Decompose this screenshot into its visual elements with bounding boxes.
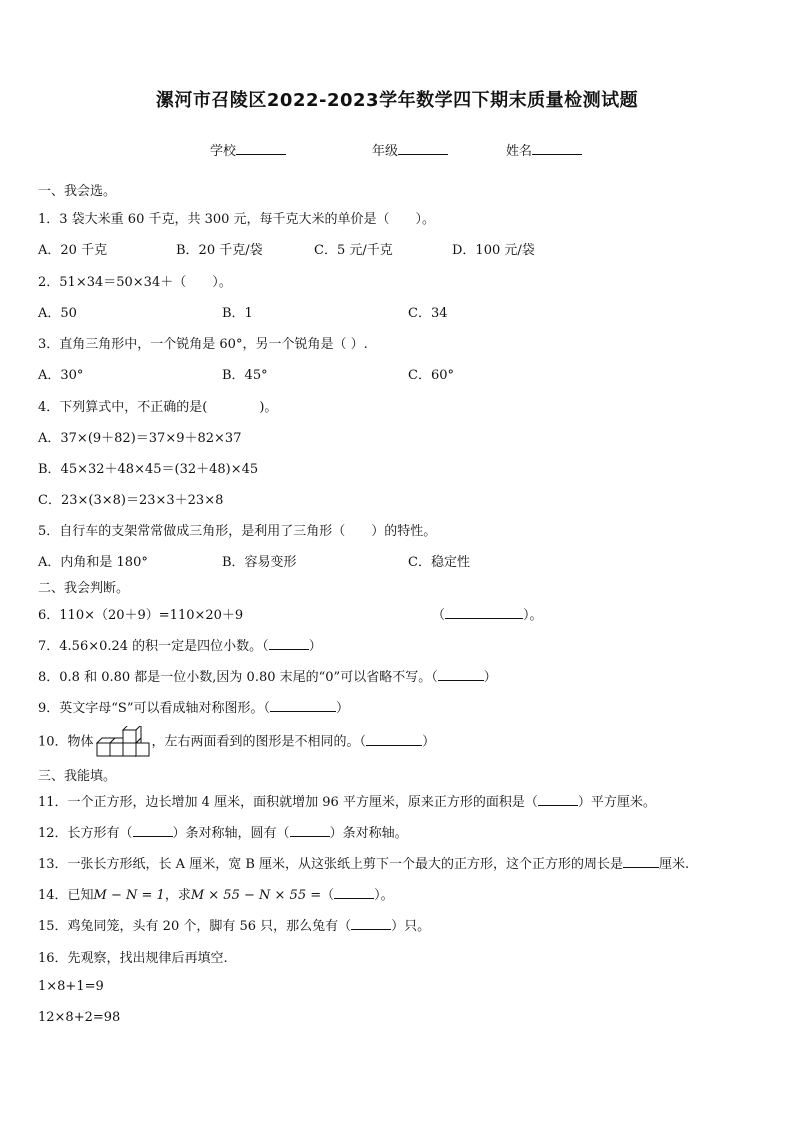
- question-14: [38, 884, 394, 903]
- question-8-blank[interactable]: [438, 668, 484, 681]
- section-heading-3: 三、我能填。: [38, 769, 117, 784]
- grade-field[interactable]: [372, 140, 448, 159]
- question-10-end: ）: [422, 734, 436, 750]
- section-heading-1: 一、我会选。: [38, 184, 117, 199]
- question-3-option-b[interactable]: B．45°: [222, 368, 268, 383]
- question-7-blank[interactable]: [269, 637, 309, 650]
- question-2-option-c[interactable]: C．34: [408, 306, 448, 321]
- question-4-option-a[interactable]: A．37×(9＋82)＝37×9＋82×37: [38, 431, 242, 446]
- school-label: 学校: [210, 144, 237, 159]
- question-12-pre: 12．长方形有（: [38, 826, 133, 841]
- question-10-pre: 10．物体: [38, 734, 94, 750]
- question-12-post: ）条对称轴。: [329, 826, 408, 841]
- question-10: [38, 726, 435, 758]
- question-16-line-1: 1×8+1=9: [38, 979, 104, 994]
- question-5-stem: 5．自行车的支架常常做成三角形，是利用了三角形（ ）的特性。: [38, 524, 437, 539]
- question-14-condition: M − N = 1: [93, 888, 165, 903]
- question-9-stem: 9．英文字母“S”可以看成轴对称图形。（: [38, 701, 270, 716]
- question-10-blank[interactable]: [366, 733, 422, 746]
- question-8-stem: 8．0.8 和 0.80 都是一位小数,因为 0.80 末尾的“0”可以省略不写。（: [38, 670, 438, 685]
- question-7-end: ）: [308, 639, 322, 654]
- question-1-option-c[interactable]: C．5 元/千克: [314, 243, 393, 258]
- question-9-blank[interactable]: [270, 699, 336, 712]
- name-field[interactable]: [506, 140, 582, 159]
- question-6-answer: [432, 604, 543, 623]
- question-4-option-c[interactable]: C．23×(3×8)＝23×3＋23×8: [38, 493, 224, 508]
- name-label: 姓名: [506, 144, 533, 159]
- question-8: [38, 666, 497, 685]
- question-7: [38, 635, 322, 654]
- question-2-option-a[interactable]: A．50: [38, 306, 77, 321]
- question-5-option-c[interactable]: C．稳定性: [408, 555, 470, 570]
- question-11-post: ）平方厘米。: [577, 795, 656, 810]
- question-14-mid: ，求: [164, 888, 191, 903]
- question-15-pre: 15．鸡兔同笼，头有 20 个，脚有 56 只，那么兔有（: [38, 919, 352, 934]
- question-12-mid: ）条对称轴，圆有（: [172, 826, 290, 841]
- page-title: 漯河市召陵区2022-2023学年数学四下期末质量检测试题: [155, 90, 639, 111]
- school-field[interactable]: [210, 140, 286, 159]
- question-6-stem: 6．110×（20＋9）=110×20＋9: [38, 608, 244, 623]
- name-blank[interactable]: [532, 142, 582, 155]
- question-11: [38, 791, 656, 810]
- question-4-stem: 4．下列算式中，不正确的是( )。: [38, 400, 278, 415]
- question-9-end: ）: [335, 701, 349, 716]
- question-1-option-d[interactable]: D．100 元/袋: [452, 243, 535, 258]
- cube-object-figure: [96, 726, 150, 758]
- section-heading-2: 二、我会判断。: [38, 581, 130, 596]
- question-13-pre: 13．一张长方形纸，长 A 厘米，宽 B 厘米，从这张纸上剪下一个最大的正方形，这个正方形的周长是: [38, 857, 624, 872]
- question-14-expression: M × 55 − N × 55 =: [190, 888, 322, 903]
- grade-blank[interactable]: [398, 142, 448, 155]
- question-10-post: ，左右两面看到的图形是不相同的。（: [151, 734, 367, 750]
- question-16-stem: 16．先观察，找出规律后再填空.: [38, 951, 228, 966]
- question-11-blank[interactable]: [538, 793, 578, 806]
- question-9: [38, 697, 349, 716]
- question-1-option-a[interactable]: A．20 千克: [38, 243, 108, 258]
- question-5-option-b[interactable]: B．容易变形: [222, 555, 297, 570]
- question-6-paren-close: ）。: [523, 608, 543, 623]
- question-13-post: 厘米.: [659, 857, 690, 872]
- question-14-pre: 14．已知: [38, 888, 94, 903]
- question-2-stem: 2．51×34＝50×34＋（ ）。: [38, 275, 232, 290]
- question-1-option-b[interactable]: B．20 千克/袋: [176, 243, 263, 258]
- question-3-stem: 3．直角三角形中，一个锐角是 60°，另一个锐角是（ ）.: [38, 337, 368, 352]
- question-3-option-a[interactable]: A．30°: [38, 368, 84, 383]
- question-7-stem: 7．4.56×0.24 的积一定是四位小数。（: [38, 639, 269, 654]
- question-6-blank[interactable]: [445, 606, 523, 619]
- school-blank[interactable]: [236, 142, 286, 155]
- question-13: [38, 853, 689, 872]
- question-12: [38, 822, 408, 841]
- question-15-blank[interactable]: [351, 917, 391, 930]
- grade-label: 年级: [372, 144, 399, 159]
- question-16-line-2: 12×8+2=98: [38, 1010, 121, 1025]
- question-4-option-b[interactable]: B．45×32＋48×45＝(32＋48)×45: [38, 462, 259, 477]
- question-14-post: ）。: [374, 888, 394, 903]
- question-12-blank-2[interactable]: [290, 824, 330, 837]
- question-3-option-c[interactable]: C．60°: [408, 368, 454, 383]
- question-14-blank[interactable]: [334, 886, 374, 899]
- question-11-pre: 11．一个正方形，边长增加 4 厘米，面积就增加 96 平方厘米，原来正方形的面积是（: [38, 795, 538, 810]
- question-14-paren-open: （: [321, 888, 335, 903]
- question-15: [38, 915, 430, 934]
- question-15-post: ）只。: [391, 919, 431, 934]
- question-1-stem: 1．3 袋大米重 60 千克，共 300 元，每千克大米的单价是（ ）。: [38, 212, 436, 227]
- question-8-end: ）: [483, 670, 497, 685]
- question-2-option-b[interactable]: B．1: [222, 306, 253, 321]
- question-6-paren-open: （: [432, 608, 446, 623]
- question-5-option-a[interactable]: A．内角和是 180°: [38, 555, 148, 570]
- question-12-blank-1[interactable]: [133, 824, 173, 837]
- question-13-blank[interactable]: [623, 855, 659, 868]
